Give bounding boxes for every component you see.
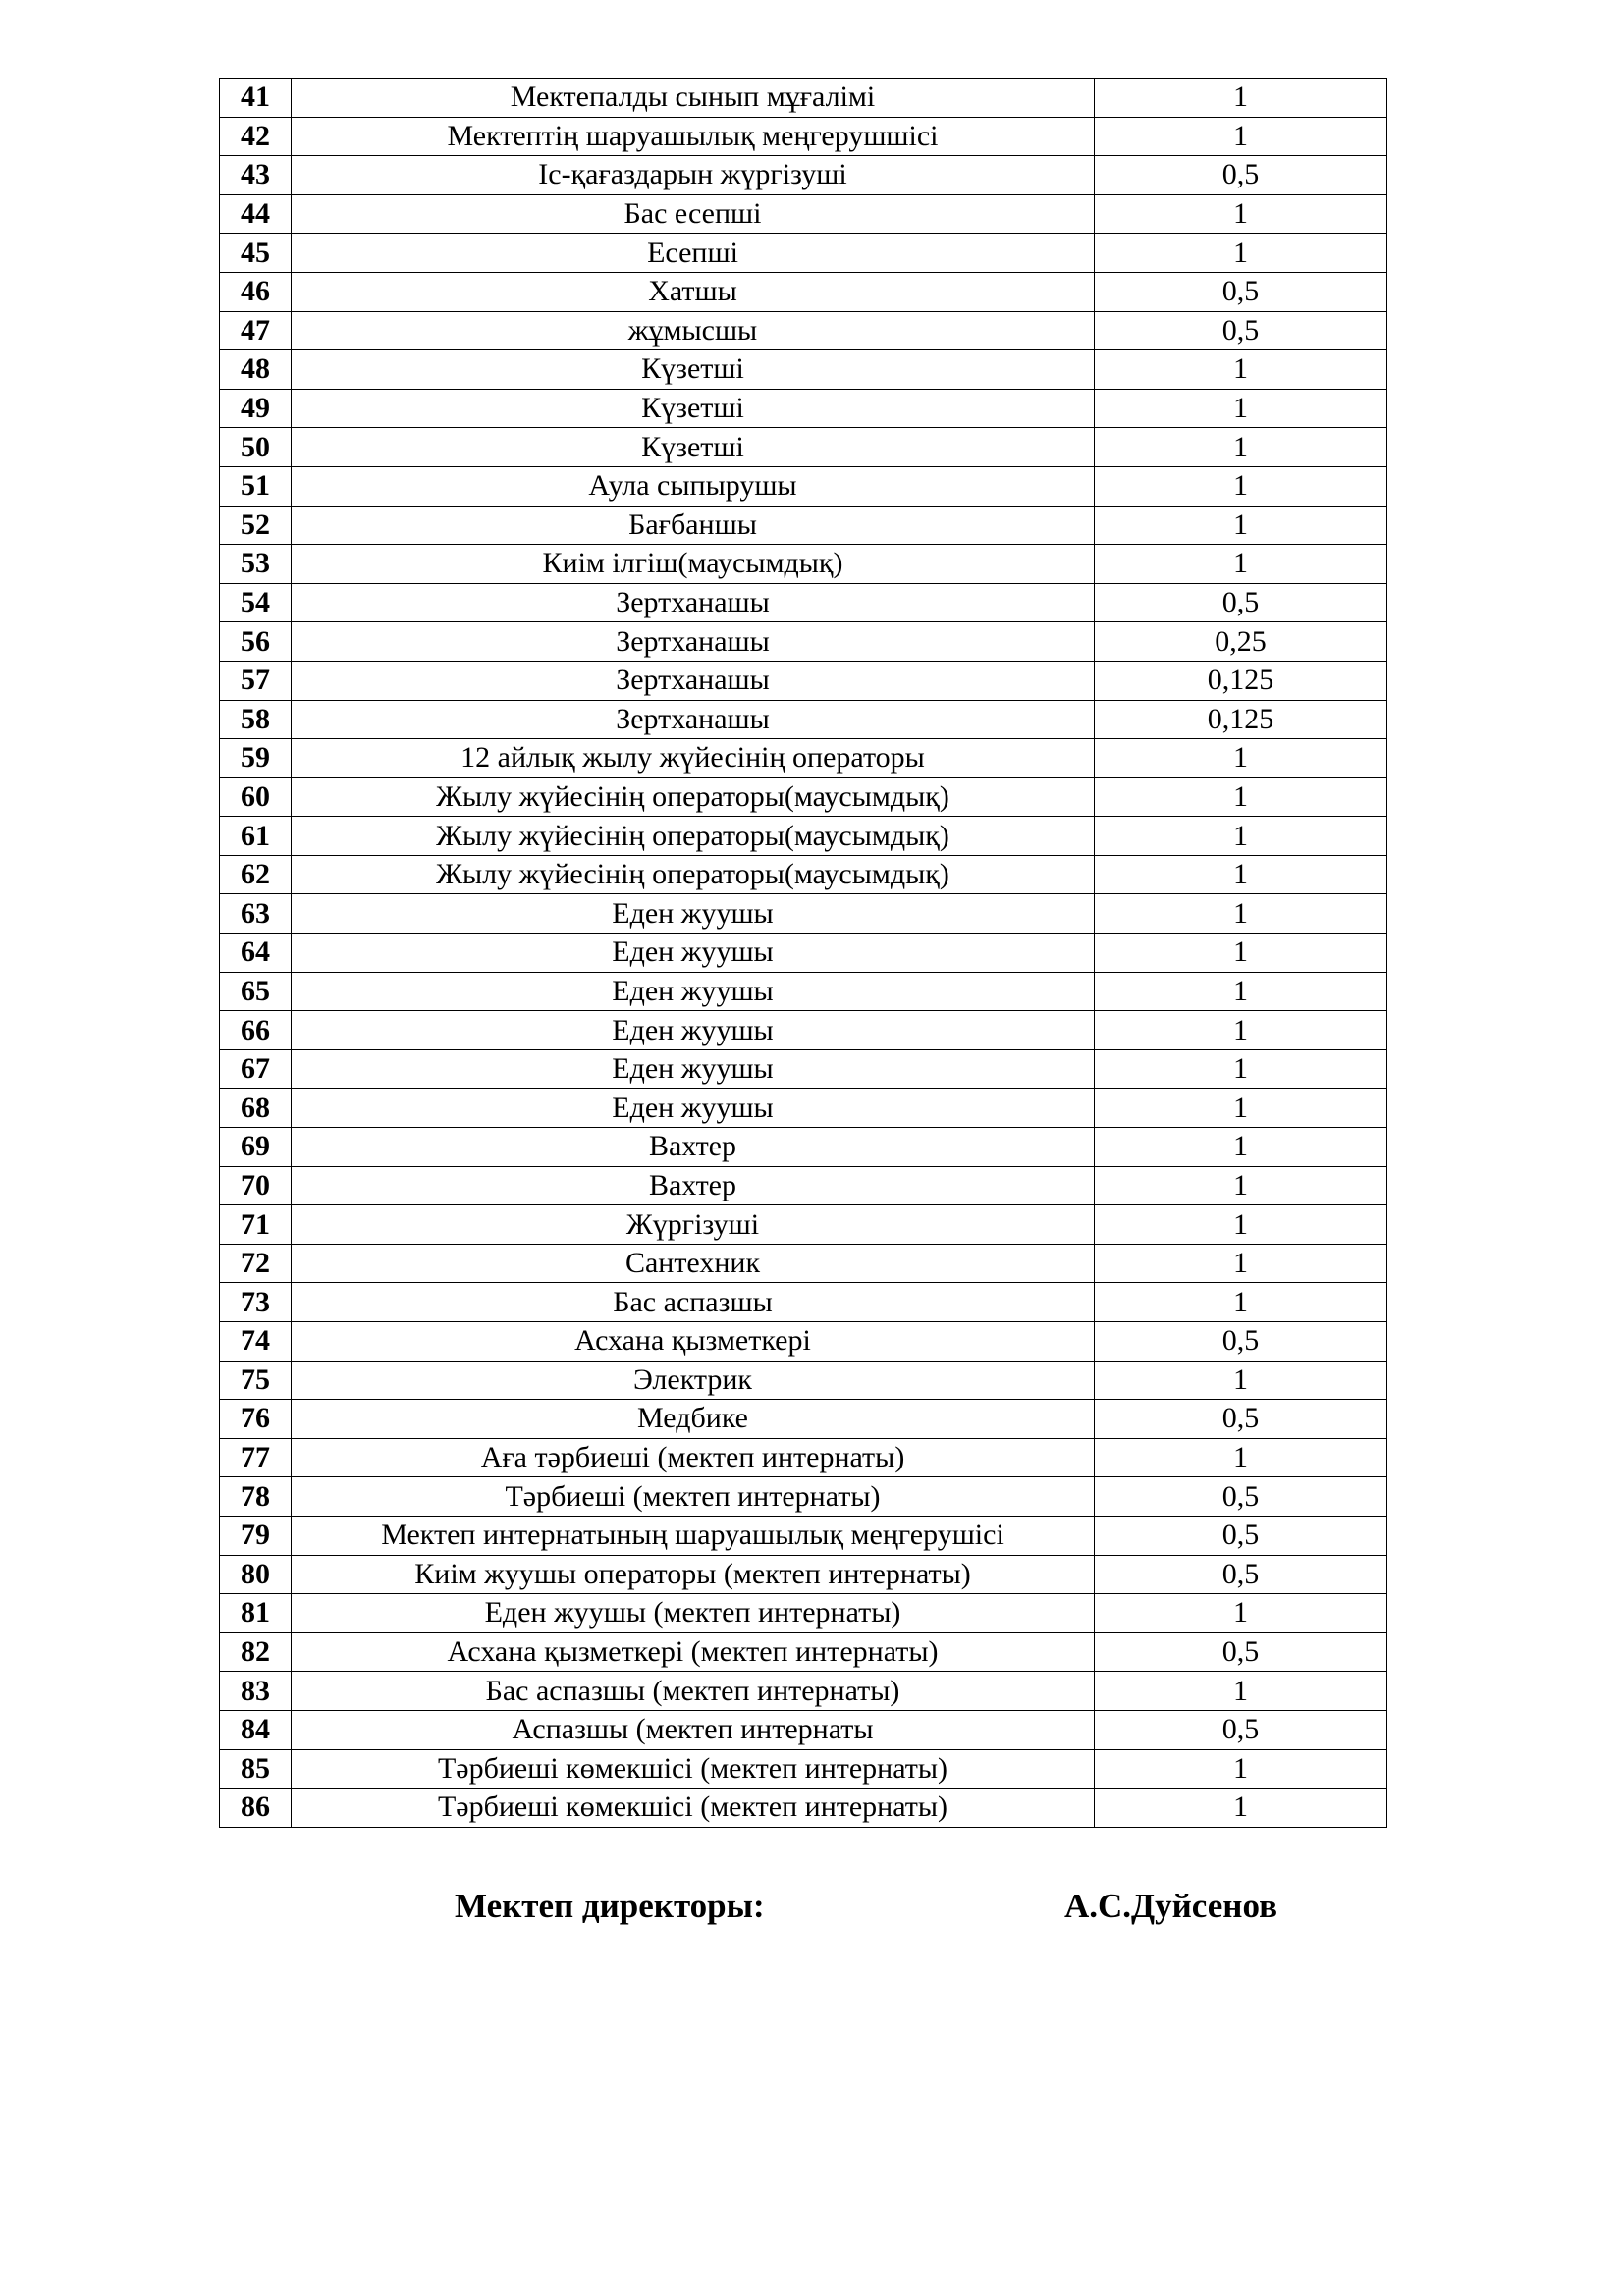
staff-rate: 1 <box>1095 389 1387 428</box>
position-title: Аспазшы (мектеп интернаты <box>292 1710 1095 1749</box>
staff-rate: 0,5 <box>1095 1322 1387 1362</box>
position-title: Тәрбиеші көмекшісі (мектеп интернаты) <box>292 1749 1095 1789</box>
table-row <box>220 1632 1387 1672</box>
position-title: Бағбаншы <box>292 506 1095 545</box>
position-title: Аула сыпырушы <box>292 466 1095 506</box>
table-row <box>220 350 1387 390</box>
staff-rate: 1 <box>1095 1205 1387 1245</box>
position-title: Сантехник <box>292 1244 1095 1283</box>
table-row <box>220 117 1387 156</box>
table-row <box>220 1749 1387 1789</box>
position-title: Тәрбиеші көмекшісі (мектеп интернаты) <box>292 1789 1095 1828</box>
position-title: Күзетші <box>292 389 1095 428</box>
table-row <box>220 311 1387 350</box>
row-number: 79 <box>220 1516 292 1555</box>
staff-rate: 1 <box>1095 1166 1387 1205</box>
position-title: Зертханашы <box>292 661 1095 700</box>
table-row <box>220 1477 1387 1517</box>
row-number: 80 <box>220 1555 292 1594</box>
position-title: Мектепалды сынып мұғалімі <box>292 79 1095 118</box>
table-row <box>220 894 1387 934</box>
staff-rate: 1 <box>1095 934 1387 973</box>
position-title: Бас есепші <box>292 194 1095 234</box>
table-row <box>220 700 1387 739</box>
row-number: 57 <box>220 661 292 700</box>
staff-rate: 1 <box>1095 1438 1387 1477</box>
table-row <box>220 545 1387 584</box>
position-title: Киім жуушы операторы (мектеп интернаты) <box>292 1555 1095 1594</box>
row-number: 84 <box>220 1710 292 1749</box>
row-number: 81 <box>220 1594 292 1633</box>
staff-table-body <box>220 79 1387 1828</box>
table-row <box>220 1283 1387 1322</box>
table-row <box>220 1400 1387 1439</box>
table-row <box>220 583 1387 622</box>
staff-rate: 1 <box>1095 1283 1387 1322</box>
position-title: Бас аспазшы <box>292 1283 1095 1322</box>
staff-rate: 0,5 <box>1095 272 1387 311</box>
staff-rate: 1 <box>1095 350 1387 390</box>
table-row <box>220 1011 1387 1050</box>
table-row <box>220 1049 1387 1089</box>
staff-rate: 0,5 <box>1095 1555 1387 1594</box>
position-title: Зертханашы <box>292 700 1095 739</box>
row-number: 62 <box>220 855 292 894</box>
table-row <box>220 1322 1387 1362</box>
table-row <box>220 194 1387 234</box>
row-number: 64 <box>220 934 292 973</box>
table-row <box>220 1516 1387 1555</box>
staff-rate: 0,125 <box>1095 661 1387 700</box>
row-number: 52 <box>220 506 292 545</box>
position-title: Хатшы <box>292 272 1095 311</box>
table-row <box>220 1438 1387 1477</box>
position-title: Жылу жүйесінің операторы(маусымдық) <box>292 855 1095 894</box>
row-number: 43 <box>220 156 292 195</box>
row-number: 60 <box>220 777 292 817</box>
position-title: Еден жуушы <box>292 1049 1095 1089</box>
staff-table <box>219 78 1387 1828</box>
row-number: 68 <box>220 1089 292 1128</box>
row-number: 46 <box>220 272 292 311</box>
row-number: 70 <box>220 1166 292 1205</box>
row-number: 41 <box>220 79 292 118</box>
row-number: 77 <box>220 1438 292 1477</box>
table-row <box>220 972 1387 1011</box>
table-row <box>220 389 1387 428</box>
row-number: 75 <box>220 1361 292 1400</box>
row-number: 66 <box>220 1011 292 1050</box>
table-row <box>220 1594 1387 1633</box>
row-number: 47 <box>220 311 292 350</box>
staff-rate: 0,5 <box>1095 156 1387 195</box>
staff-rate: 1 <box>1095 1361 1387 1400</box>
staff-rate: 1 <box>1095 234 1387 273</box>
staff-rate: 1 <box>1095 1789 1387 1828</box>
staff-rate: 0,5 <box>1095 1632 1387 1672</box>
table-row <box>220 1244 1387 1283</box>
row-number: 67 <box>220 1049 292 1089</box>
staff-rate: 1 <box>1095 1049 1387 1089</box>
position-title: Еден жуушы <box>292 894 1095 934</box>
row-number: 59 <box>220 739 292 778</box>
staff-rate: 0,5 <box>1095 583 1387 622</box>
table-row <box>220 661 1387 700</box>
table-row <box>220 272 1387 311</box>
row-number: 85 <box>220 1749 292 1789</box>
table-row <box>220 855 1387 894</box>
signature-name: А.С.Дуйсенов <box>1064 1887 1277 1925</box>
row-number: 58 <box>220 700 292 739</box>
staff-rate: 1 <box>1095 1011 1387 1050</box>
row-number: 61 <box>220 817 292 856</box>
table-row <box>220 428 1387 467</box>
row-number: 45 <box>220 234 292 273</box>
row-number: 65 <box>220 972 292 1011</box>
staff-rate: 1 <box>1095 972 1387 1011</box>
staff-rate: 1 <box>1095 428 1387 467</box>
row-number: 63 <box>220 894 292 934</box>
row-number: 51 <box>220 466 292 506</box>
staff-rate: 0,5 <box>1095 1710 1387 1749</box>
position-title: Вахтер <box>292 1166 1095 1205</box>
staff-rate: 1 <box>1095 1672 1387 1711</box>
table-row <box>220 817 1387 856</box>
staff-rate: 1 <box>1095 777 1387 817</box>
staff-rate: 1 <box>1095 1244 1387 1283</box>
staff-rate: 1 <box>1095 79 1387 118</box>
table-row <box>220 1089 1387 1128</box>
table-row <box>220 1555 1387 1594</box>
row-number: 69 <box>220 1128 292 1167</box>
staff-rate: 1 <box>1095 117 1387 156</box>
staff-rate: 1 <box>1095 466 1387 506</box>
table-row <box>220 739 1387 778</box>
position-title: Жүргізуші <box>292 1205 1095 1245</box>
position-title: Киім ілгіш(маусымдық) <box>292 545 1095 584</box>
staff-rate: 1 <box>1095 739 1387 778</box>
table-row <box>220 1789 1387 1828</box>
table-row <box>220 1361 1387 1400</box>
signature-label: Мектеп директоры: <box>455 1887 765 1925</box>
position-title: Мектеп интернатының шаруашылық меңгерушісі <box>292 1516 1095 1555</box>
table-row <box>220 1205 1387 1245</box>
position-title: жұмысшы <box>292 311 1095 350</box>
table-row <box>220 777 1387 817</box>
staff-rate: 1 <box>1095 894 1387 934</box>
position-title: Еден жуушы <box>292 1011 1095 1050</box>
position-title: Іс-қағаздарын жүргізуші <box>292 156 1095 195</box>
table-row <box>220 622 1387 662</box>
row-number: 74 <box>220 1322 292 1362</box>
row-number: 53 <box>220 545 292 584</box>
position-title: Күзетші <box>292 428 1095 467</box>
table-row <box>220 156 1387 195</box>
table-row <box>220 506 1387 545</box>
staff-rate: 0,5 <box>1095 1477 1387 1517</box>
staff-rate: 1 <box>1095 1128 1387 1167</box>
table-row <box>220 1166 1387 1205</box>
position-title: Еден жуушы <box>292 934 1095 973</box>
position-title: Аға тәрбиеші (мектеп интернаты) <box>292 1438 1095 1477</box>
position-title: Күзетші <box>292 350 1095 390</box>
table-row <box>220 79 1387 118</box>
staff-rate: 1 <box>1095 1594 1387 1633</box>
row-number: 42 <box>220 117 292 156</box>
staff-rate: 1 <box>1095 506 1387 545</box>
table-row <box>220 1128 1387 1167</box>
position-title: Еден жуушы <box>292 972 1095 1011</box>
staff-rate: 1 <box>1095 855 1387 894</box>
position-title: Жылу жүйесінің операторы(маусымдық) <box>292 777 1095 817</box>
staff-rate: 0,5 <box>1095 1400 1387 1439</box>
position-title: Еден жуушы (мектеп интернаты) <box>292 1594 1095 1633</box>
position-title: Вахтер <box>292 1128 1095 1167</box>
table-row <box>220 234 1387 273</box>
row-number: 83 <box>220 1672 292 1711</box>
position-title: Асхана қызметкері (мектеп интернаты) <box>292 1632 1095 1672</box>
position-title: Асхана қызметкері <box>292 1322 1095 1362</box>
table-row <box>220 1672 1387 1711</box>
table-row <box>220 934 1387 973</box>
row-number: 48 <box>220 350 292 390</box>
staff-rate: 0,5 <box>1095 311 1387 350</box>
position-title: Жылу жүйесінің операторы(маусымдық) <box>292 817 1095 856</box>
position-title: Мектептің шаруашылық меңгерушшісі <box>292 117 1095 156</box>
row-number: 71 <box>220 1205 292 1245</box>
row-number: 82 <box>220 1632 292 1672</box>
staff-rate: 0,125 <box>1095 700 1387 739</box>
staff-rate: 1 <box>1095 817 1387 856</box>
table-row <box>220 466 1387 506</box>
row-number: 72 <box>220 1244 292 1283</box>
row-number: 49 <box>220 389 292 428</box>
position-title: Медбике <box>292 1400 1095 1439</box>
staff-rate: 1 <box>1095 1089 1387 1128</box>
staff-rate: 0,5 <box>1095 1516 1387 1555</box>
position-title: Тәрбиеші (мектеп интернаты) <box>292 1477 1095 1517</box>
row-number: 50 <box>220 428 292 467</box>
position-title: Зертханашы <box>292 622 1095 662</box>
staff-rate: 0,25 <box>1095 622 1387 662</box>
row-number: 54 <box>220 583 292 622</box>
position-title: Бас аспазшы (мектеп интернаты) <box>292 1672 1095 1711</box>
position-title: Электрик <box>292 1361 1095 1400</box>
row-number: 73 <box>220 1283 292 1322</box>
row-number: 56 <box>220 622 292 662</box>
row-number: 78 <box>220 1477 292 1517</box>
table-row <box>220 1710 1387 1749</box>
row-number: 86 <box>220 1789 292 1828</box>
position-title: Зертханашы <box>292 583 1095 622</box>
staff-rate: 1 <box>1095 1749 1387 1789</box>
staff-rate: 1 <box>1095 194 1387 234</box>
row-number: 76 <box>220 1400 292 1439</box>
position-title: 12 айлық жылу жүйесінің операторы <box>292 739 1095 778</box>
row-number: 44 <box>220 194 292 234</box>
position-title: Еден жуушы <box>292 1089 1095 1128</box>
staff-rate: 1 <box>1095 545 1387 584</box>
position-title: Есепші <box>292 234 1095 273</box>
